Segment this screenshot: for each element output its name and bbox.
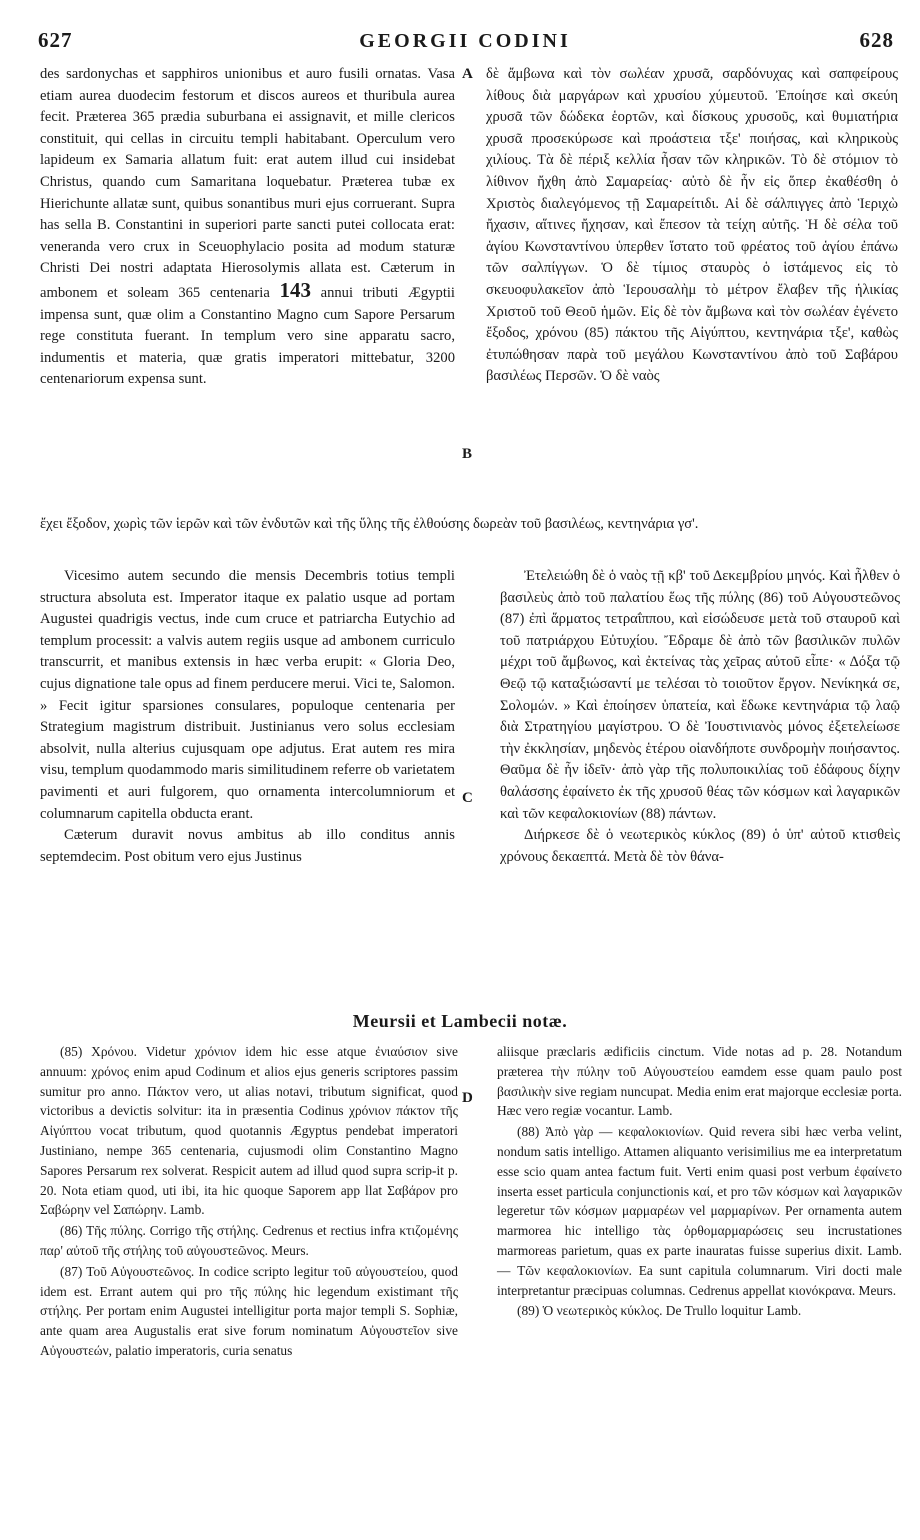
marker-a: A [462,66,473,82]
latin-column-top [40,64,455,391]
page-number-right: 628 [859,28,894,52]
latin-column-middle [40,566,455,868]
footnote: (87) Τοῦ Αὐγουστεῶνος. In codice scripto legitur τοῦ αὐγουστείου, quod idem est. Errant autem qui pro τῆς πύλης hic legendum existimant τῆς στήλης. Per portam enim Augustei intelligitur porta major templi S. Sophiæ, ante quam area Augustalis erat sive forum nominatum Αὐγουστεῖον sive Αὐγουστεών, palatio imperatoris, curia senatus [40,1263,458,1358]
page-header [30,28,900,60]
latin-paragraph: Cæterum duravit novus ambitus ab illo conditus annis septemdecim. Post obitum vero ejus Justinus [40,827,455,865]
notes-column-left [40,1042,458,1362]
footnote: (88) Ἀπὸ γὰρ — κεφαλοκιονίων. Quid revera sibi hæc verba velint, nondum satis intelligo. Attamen aliquanto verisimilius me ea interpretatum esse scio quam antea factum fuit. Verti enim quasi post verbum ἐφαίνετο inserta esset particula conjunctionis καί, et pro τῶν κόσμων καὶ λαγαρικῶν legeretur τῶν κόσμων μαρμαρέων vel μαρμαρίνων. Per ornamenta autem marmorea hic intelligo τὰς ὀρθομαρμαρώσεις seu incrustationes marmoreas parietum, quas ex parte inauratas fuisse superius dixit. Lamb. — Τῶν κεφαλοκιονίων. Ea sunt capitula columnarum. Viri docti male interpretantur præcipuas columnas. Cedrenus appellat κιονόκρανα. Meurs. [497,1124,902,1298]
marker-d: D [462,1090,473,1106]
greek-column-middle [500,566,900,868]
footnote: aliisque præclaris ædificiis cinctum. Vide notas ad p. 28. Notandum præterea τὴν πύλην τοῦ Αὐγουστείου eamdem esse quam paulo post βασιλικὴν sive regiam nuncupat. Media enim erat majorque ecclesiæ porta. Hæc vero regiæ vocantur. Lamb. [497,1044,902,1119]
notes-heading: Meursii et Lambecii notæ. [352,1011,568,1031]
page-number-left: 627 [38,28,73,52]
footnote: (86) Τῆς πύλης. Corrigo τῆς στήλης. Cedrenus et rectius infra κτιζομένης παρ' αὐτοῦ τῆς στήλης τοῦ αὐγουστεῶνος. Meurs. [40,1223,458,1258]
greek-paragraph: Ἐτελειώθη δὲ ὁ ναὸς τῇ κβ' τοῦ Δεκεμβρίου μηνός. Καὶ ἦλθεν ὁ βασιλεὺς ἀπὸ τοῦ παλατίου ἕως τῆς πύλης (86) τοῦ Αὐγουστεῶνος (87) ἐπὶ ἅρματος τετραΐππου, καὶ εἰσώδευσε μετὰ τοῦ σταυροῦ καὶ τοῦ πατριάρχου Εὐτυχίου. Ἔδραμε δὲ ἀπὸ τῶν βασιλικῶν πυλῶν μέχρι τοῦ ἄμβωνος, καὶ ἐκτείνας τὰς χεῖρας αὐτοῦ εἶπε· « Δόξα τῷ Θεῷ τῷ καταξιώσαντί με τελέσαι τὸ τοιοῦτον ἔργον. Νενίκηκά σε, Σολομών. » Καὶ ἐποίησεν ὑπατεία, καὶ ἔδωκε κεντηνάρια τῷ λαῷ διὰ Στρατηγίου μαγίστρου. Ὁ δὲ Ἰουστινιανὸς μόνος ἐξετελείωσε τὴν ἐκκλησίαν, μηδενὸς ἑτέρου οἱανδήποτε συνδρομὴν ποιήσαντος. Θαῦμα δὲ ἦν ἰδεῖν· ἀπὸ γὰρ τῆς πολυποικιλίας τοῦ ἐδάφους δίχην θαλάσσης ἐφαίνετο ἐκ τῆς χρυσοῦ θέας τῶν κόσμων καὶ λαγαρικῶν καὶ τῶν κεφαλοκιονίων (88) πάντων. [500,568,900,822]
greek-full-width-line: ἔχει ἔξοδον, χωρὶς τῶν ἱερῶν καὶ τῶν ἐνδυτῶν καὶ τῆς ὕλης τῆς ἐλθούσης δωρεὰν τοῦ βασιλέως, κεντηνάρια γσ'. [40,516,699,532]
latin-paragraph [40,64,455,391]
latin-text: annui tributi Ægyptii impensa sunt, quæ olim a Constantino Magno cum Sapore Persarum rege constituta fuerant. In templum vero sine apparatu sacro, indumentis et materia, quæ gratis imperatori mittebatur, 3200 centenariorum expensa sunt. [40,284,455,388]
footnote: (85) Χρόνου. Videtur χρόνιον idem hic esse atque ἐνιαύσιον sive annuum: χρόνος enim apud Codinum et alios ejus generis scriptores passim sumitur pro anno. Πάκτον vero, ut alias notavi, tributum significat, quod victoribus a devictis solvitur: ita in præsentia Codinus χρόνιον πάκτον τῆς Αἰγύπτου vocat tributum, quod quotannis Ægyptus pendebat imperatori Justiniano, nempe 365 centenaria, cujusmodi olim Constantino Magno Sapores Persarum rex solverat. Respicit autem ad illud quod supra scrip-it p. 20. Nota etiam quod, uti ibi, ita hic quoque Saporem app llat Σαβάρον pro Σαβώρην vel Σαπώρην. Lamb. [40,1044,458,1218]
latin-paragraph: Vicesimo autem secundo die mensis Decembris totius templi structura absoluta est. Imperator itaque ex palatio usque ad portam Augustei quadrigis vectus, inde cum cruce et patriarcha Eutychio ad templum processit: a valvis autem regiis usque ad ambonem curriculo transcurrit, et manibus extensis in hæc verba erupit: « Gloria Deo, cujus dignatione tale opus ad finem perducere merui. Vici te, Salomon. » Fecit igitur sparsiones consulares, populoque centenaria per Strategium magistrum distribuit. Justinianus vero solus ecclesiam absolvit, nulla alterius cujusquam ope adjutus. Erat autem res mira visu, templum quodammodo maris similitudinem referre ob varietatem pavimenti et auri fulgorem, quo ornamenta intercolumniorum et columnarum capitella obducta erant. [40,568,455,822]
footnote: (89) Ὁ νεωτερικὸς κύκλος. De Trullo loquitur Lamb. [517,1303,802,1319]
greek-column-top [486,64,898,388]
marker-b: B [462,446,473,462]
greek-paragraph: δὲ ἄμβωνα καὶ τὸν σωλέαν χρυσᾶ, σαρδόνυχας καὶ σαπφείρους λίθους διὰ μαργάρων καὶ χρυσίου χύμευτοῦ. Ἐποίησε καὶ σκεύη χρυσᾶ τῶν δώδεκα ἑορτῶν, καὶ δίσκους χρυσοῦς, καὶ θυμιατήρια χρυσᾶ προσεκύρωσε καὶ προάστεια τξε' ποιήσας, καὶ κληρικοὺς χιλίους. Τὰ δὲ πέριξ κελλία ἦσαν τῶν κληρικῶν. Τὸ δὲ στόμιον τὸ λίθινον ἤχθη ἀπὸ Σαμαρείας· αὐτὸ δὲ ἦν εἰς ὅπερ ἐκαθέσθη ὁ Χριστὸς διαλεγόμενος τῇ Σαμαρείτιδι. Αἱ δὲ σάλπιγγες ἀπὸ Ἱεριχὼ ἤχασιν, αἵτινες ἤχησαν, καὶ ἔπεσον τὰ τείχη αὐτῆς. Ἡ δὲ σέλα τοῦ ἁγίου Κωνσταντίνου ὑπερθεν ἵστατο τοῦ φρέατος τοῦ ἁγίου ἐπάνω τῶν σαλπίγγων. Ὁ δὲ τίμιος σταυρὸς ὁ ἱστάμενος εἰς τὸ σκευοφυλακεῖον ἀπὸ Ἱερουσαλὴμ τὸ μέτρον ἔλαβεν τῆς ἡλικίας Χριστοῦ τοῦ Θεοῦ ἡμῶν. Εἰς δὲ τὸν ἄμβωνα καὶ τὸν σωλέαν ἐγένετο ἔξοδος, χρόνου (85) πάκτου τῆς Αἰγύπτου, κεντηνάρια τξε', καθὼς ἐτυπώθησαν παρὰ τοῦ μεγάλου Κωνσταντίνου ἀπὸ τοῦ Σαβάρου βασιλέως Περσῶν. Ὁ δὲ ναὸς [486,66,898,385]
greek-paragraph: Διήρκεσε δὲ ὁ νεωτερικὸς κύκλος (89) ὁ ὑπ' αὐτοῦ κτισθεὶς χρόνους δεκαεπτά. Μετὰ δὲ τὸν θάνα- [500,827,900,865]
latin-text: des sardonychas et sapphiros unionibus et auro fusili ornatas. Vasa etiam aurea duodecim festorum et discos aureos et thuribula aurea fecit. Præterea 365 prædia suburbana ei assignavit, et mille clericos constituit, qui cellas in circuitu templi habitabant. Operculum vero lapideum ex Samaria allatum fuit: erat autem illud cui insidebat Christus, quando cum Samaritana loquebatur. Præterea tubæ ex Hierichunte allatæ sunt, quibus sonantibus muri ejus corruerant. Supra has sella B. Constantini in superiori parte sancti putei collocata erat: veneranda vero crux in Sceuophylacio posita ad modum staturæ Christi Dei nostri adaptata Hierosolymis allata est. Cæterum in ambonem et soleam 365 centenaria [40,66,455,301]
running-title: GEORGII CODINI [359,30,571,52]
marker-c: C [462,790,473,806]
marginal-column-number: 143 [279,277,311,302]
notes-column-right [497,1042,902,1322]
